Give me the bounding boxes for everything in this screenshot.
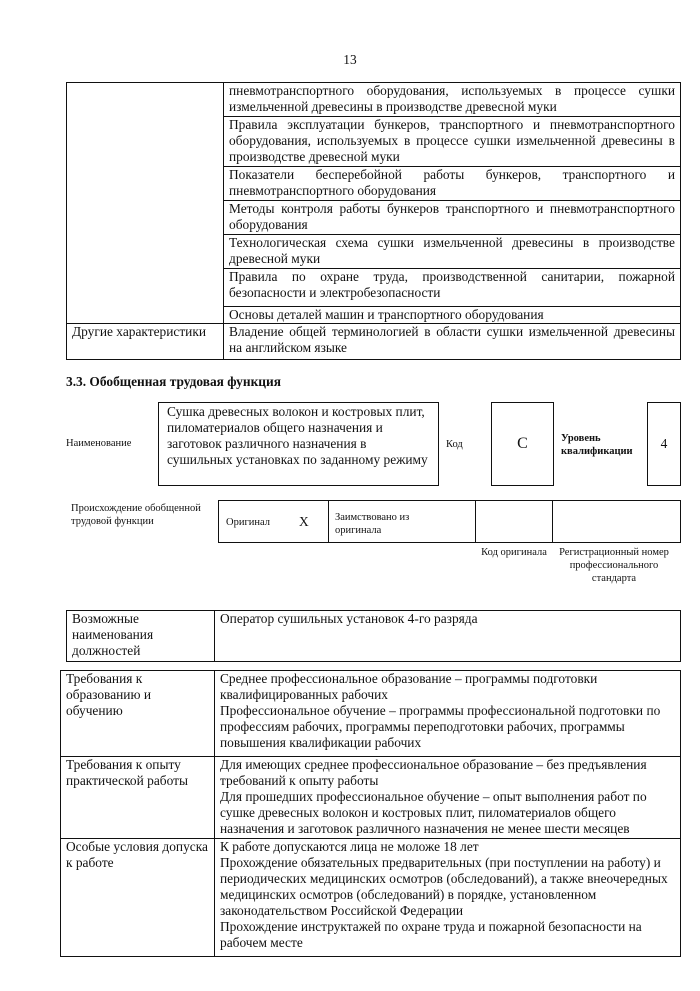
experience-item: Для имеющих среднее профессиональное образование – без предъявления требований к опыту работы [220, 757, 647, 788]
skill-row: Технологическая схема сушки измельченной древесины в производстве древесной муки [224, 235, 681, 269]
code-value-box: С [491, 402, 554, 486]
empty-label-cell [67, 83, 224, 324]
divider [328, 500, 329, 543]
other-characteristics-label: Другие характеристики [67, 324, 224, 360]
skill-row: Основы деталей машин и транспортного оборудования [224, 307, 681, 324]
code-original-caption: Код оригинала [481, 547, 547, 558]
original-label: Оригинал [226, 517, 270, 528]
skills-table [66, 82, 681, 360]
education-label: Требования к образованию и обучению [61, 671, 215, 757]
admission-item: Прохождение инструктажей по охране труда и пожарной безопасности на рабочем месте [220, 919, 642, 950]
admission-item: Прохождение обязательных предварительных (при поступлении на работу) и периодических медицинских осмотров (обследований), а также внеочередных медицинских осмотров (обследований) в порядке, установленном законодательством Российской Федерации [220, 855, 668, 918]
positions-label: Возможные наименования должностей [67, 611, 215, 662]
education-item: Профессиональное обучение – программы профессиональной подготовки по профессиям рабочих, программы переподготовки рабочих, программы повышения квалификации рабочих [220, 703, 661, 750]
borrowed-label: Заимствовано из оригинала [335, 512, 410, 536]
divider [475, 500, 476, 543]
skill-row: пневмотранспортного оборудования, используемых в процессе сушки измельченной древесины в производстве древесной муки [224, 83, 681, 117]
positions-table [66, 610, 681, 662]
skill-row: Показатели бесперебойной работы бункеров, транспортного и пневмотранспортного оборудования [224, 167, 681, 201]
skill-row: Правила по охране труда, производственной санитарии, пожарной безопасности и электробезопасности [224, 269, 681, 307]
original-mark: X [299, 514, 309, 529]
name-label: Наименование [66, 438, 132, 449]
qualification-level-label: Уровень квалификации [561, 433, 633, 457]
origin-box [218, 500, 681, 543]
other-characteristics-value: Владение общей терминологией в области сушки измельченной древесины на английском языке [224, 324, 681, 360]
requirements-table [60, 670, 681, 957]
admission-item: К работе допускаются лица не моложе 18 лет [220, 839, 479, 854]
origin-label: Происхождение обобщенной трудовой функции [71, 503, 201, 527]
section-heading: 3.3. Обобщенная трудовая функция [66, 374, 281, 389]
page-number: 13 [343, 52, 357, 67]
code-label: Код [446, 439, 463, 450]
qualification-level-box: 4 [647, 402, 681, 486]
function-name-box: Сушка древесных волокон и костровых плит, пиломатериалов общего назначения и заготовок различного назначения в сушильных установках по заданному режиму [158, 402, 439, 486]
skill-row: Правила эксплуатации бункеров, транспортного и пневмотранспортного оборудования, используемых в процессе сушки измельченной древесины в производстве древесной муки [224, 117, 681, 167]
positions-value: Оператор сушильных установок 4-го разряда [215, 611, 681, 662]
education-item: Среднее профессиональное образование – программы подготовки квалифицированных рабочих [220, 671, 598, 702]
skill-row: Методы контроля работы бункеров транспортного и пневмотранспортного оборудования [224, 201, 681, 235]
experience-item: Для прошедших профессиональное обучение – опыт выполнения работ по сушке древесных волокон и костровых плит, пиломатериалов общего назначения и заготовок различного назначения не менее шести месяцев [220, 789, 647, 836]
admission-label: Особые условия допуска к работе [61, 839, 215, 957]
reg-number-caption: Регистрационный номер профессионального стандарта [559, 547, 669, 584]
experience-label: Требования к опыту практической работы [61, 757, 215, 839]
divider [552, 500, 553, 543]
